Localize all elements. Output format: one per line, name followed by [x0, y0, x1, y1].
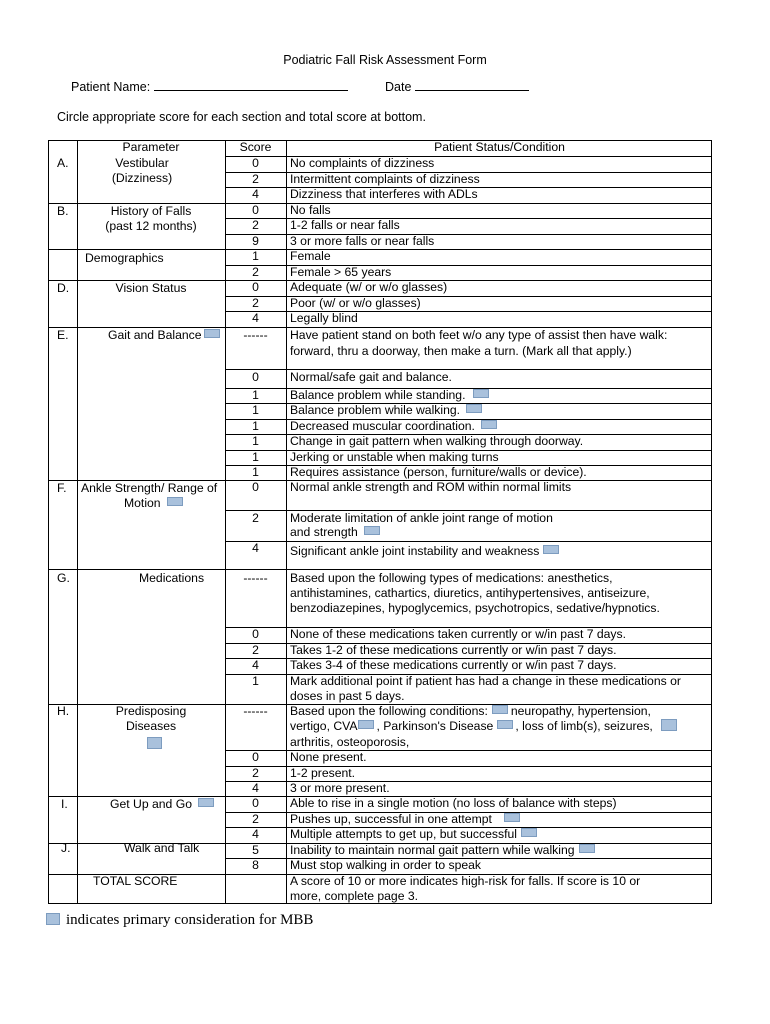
param-history-of-falls-sub: (past 12 months) — [105, 219, 197, 233]
status-cell: Requires assistance (person, furniture/walls or device). — [290, 465, 587, 479]
score-cell[interactable]: 2 — [252, 812, 259, 826]
param-ankle-strength: Ankle Strength/ Range of — [81, 481, 218, 495]
status-cell — [290, 827, 537, 843]
status-cell: Female > 65 years — [290, 265, 392, 279]
total-score-note: more, complete page 3. — [290, 889, 419, 903]
mbb-marker-icon — [579, 844, 595, 853]
header-status: Patient Status/Condition — [434, 140, 565, 154]
param-vision-status: Vision Status — [115, 281, 187, 295]
param-walk-and-talk: Walk and Talk — [124, 841, 200, 855]
score-cell[interactable]: 9 — [252, 234, 259, 248]
status-cell — [290, 403, 482, 419]
param-get-up-and-go — [110, 797, 214, 813]
date-blank[interactable] — [415, 78, 529, 91]
score-cell[interactable]: 1 — [252, 674, 259, 688]
score-cell[interactable]: 4 — [252, 541, 259, 555]
param-predisposing: Predisposing — [115, 704, 187, 718]
mbb-marker-icon — [481, 420, 497, 429]
status-cell — [290, 419, 497, 435]
row-divider — [225, 541, 711, 542]
section-letter: G. — [57, 571, 70, 585]
status-cell — [290, 812, 520, 828]
status-cell: Normal ankle strength and ROM within normal limits — [290, 480, 572, 494]
status-cell: None present. — [290, 750, 367, 764]
score-cell[interactable]: 0 — [252, 750, 259, 764]
param-ankle-strength-sub — [124, 496, 183, 512]
patient-name-blank[interactable] — [154, 78, 348, 91]
param-diseases-marker — [145, 737, 162, 753]
status-text: Multiple attempts to get up, but successful — [290, 827, 517, 841]
mbb-marker-icon — [497, 720, 513, 729]
status-cell: Adequate (w/ or w/o glasses) — [290, 280, 448, 294]
footer-legend — [44, 912, 313, 929]
section-letter: D. — [57, 281, 70, 295]
score-cell[interactable]: 2 — [252, 172, 259, 186]
score-cell[interactable]: 4 — [252, 827, 259, 841]
status-text: , loss of limb(s), seizures, — [515, 719, 653, 733]
col-divider — [77, 150, 78, 903]
date-label: Date — [385, 80, 412, 94]
param-medications: Medications — [139, 571, 205, 585]
instructions-text: Circle appropriate score for each section and total score at bottom. — [57, 110, 426, 124]
header-parameter: Parameter — [122, 140, 180, 154]
mbb-marker-icon — [46, 913, 60, 925]
row-divider — [49, 569, 711, 570]
status-cell: benzodiazepines, hypoglycemics, psychotropics, sedative/hypnotics. — [290, 601, 660, 615]
score-cell[interactable]: 0 — [252, 203, 259, 217]
param-demographics: Demographics — [85, 251, 164, 265]
mbb-marker-icon — [521, 828, 537, 837]
score-cell[interactable]: 1 — [252, 450, 259, 464]
score-cell[interactable]: 0 — [252, 280, 259, 294]
section-letter: F. — [57, 481, 67, 495]
status-text: Significant ankle joint instability and weakness — [290, 544, 540, 558]
form-title: Podiatric Fall Risk Assessment Form — [283, 53, 487, 67]
mbb-marker-icon — [661, 719, 677, 731]
mbb-marker-icon — [204, 329, 220, 338]
status-text: vertigo, CVA — [290, 719, 358, 733]
score-cell[interactable]: 2 — [252, 511, 259, 525]
param-vestibular-sub: (Dizziness) — [111, 171, 173, 185]
section-letter: B. — [57, 204, 69, 218]
total-score-label: TOTAL SCORE — [93, 874, 178, 888]
status-text: , Parkinson's Disease — [376, 719, 494, 733]
mbb-marker-icon — [364, 526, 380, 535]
param-label: Motion — [124, 496, 161, 510]
header-score: Score — [239, 140, 272, 154]
status-text: Decreased muscular coordination. — [290, 419, 475, 433]
mbb-marker-icon — [466, 404, 482, 413]
score-cell[interactable]: 1 — [252, 403, 259, 417]
status-cell: Female — [290, 249, 331, 263]
footer-note: indicates primary consideration for MBB — [66, 912, 314, 928]
status-cell: None of these medications taken currently or w/in past 7 days. — [290, 627, 627, 641]
score-cell[interactable]: 2 — [252, 643, 259, 657]
section-letter: J. — [61, 841, 71, 855]
status-text: Balance problem while walking. — [290, 403, 461, 417]
score-cell[interactable]: 4 — [252, 658, 259, 672]
status-cell: Intermittent complaints of dizziness — [290, 172, 480, 186]
total-score-note: A score of 10 or more indicates high-risk for falls. If score is 10 or — [290, 874, 641, 888]
status-cell: Have patient stand on both feet w/o any type of assist then have walk: — [290, 328, 668, 342]
status-cell: 3 or more present. — [290, 781, 390, 795]
assessment-table — [48, 140, 712, 904]
status-cell: Normal/safe gait and balance. — [290, 370, 452, 384]
status-text: Pushes up, successful in one attempt — [290, 812, 492, 826]
status-text: and strength — [290, 525, 358, 539]
status-cell — [290, 843, 595, 859]
score-cell[interactable]: 2 — [252, 766, 259, 780]
param-diseases: Diseases — [125, 719, 177, 733]
score-cell[interactable]: 2 — [252, 265, 259, 279]
score-cell[interactable]: 0 — [252, 796, 259, 810]
status-cell: doses in past 5 days. — [290, 689, 405, 703]
mbb-marker-icon — [492, 705, 508, 714]
status-cell: 1-2 falls or near falls — [290, 218, 400, 232]
param-gait-and-balance — [108, 328, 220, 344]
status-cell: Must stop walking in order to speak — [290, 858, 482, 872]
score-cell: ------ — [243, 704, 268, 718]
patient-name-field[interactable] — [71, 78, 348, 94]
status-cell — [290, 719, 677, 735]
status-cell: No complaints of dizziness — [290, 156, 435, 170]
score-cell[interactable]: 4 — [252, 311, 259, 325]
score-cell[interactable]: 1 — [252, 249, 259, 263]
patient-name-label: Patient Name: — [71, 80, 151, 94]
param-history-of-falls: History of Falls — [110, 204, 192, 218]
score-cell[interactable]: 1 — [252, 419, 259, 433]
status-cell — [290, 388, 489, 404]
score-cell[interactable]: 4 — [252, 781, 259, 795]
status-cell: 1-2 present. — [290, 766, 356, 780]
status-cell: Able to rise in a single motion (no loss of balance with steps) — [290, 796, 617, 810]
status-cell: Dizziness that interferes with ADLs — [290, 187, 478, 201]
status-cell: Moderate limitation of ankle joint range of motion — [290, 511, 553, 525]
score-cell[interactable]: 2 — [252, 218, 259, 232]
section-letter: A. — [57, 156, 69, 170]
mbb-marker-icon — [358, 720, 374, 729]
score-cell[interactable]: 0 — [252, 156, 259, 170]
date-field[interactable] — [385, 78, 529, 94]
param-label: Get Up and Go — [110, 797, 192, 811]
mbb-marker-icon — [504, 813, 520, 822]
score-cell[interactable]: 4 — [252, 187, 259, 201]
mbb-marker-icon — [473, 389, 489, 398]
status-cell: Jerking or unstable when making turns — [290, 450, 499, 464]
score-cell[interactable]: 0 — [252, 370, 259, 384]
score-cell[interactable]: 2 — [252, 296, 259, 310]
status-text: Based upon the following conditions: — [290, 704, 488, 718]
status-cell: No falls — [290, 203, 331, 217]
status-cell — [290, 704, 651, 720]
score-cell: ------ — [243, 328, 268, 342]
status-text: neuropathy, hypertension, — [510, 704, 651, 718]
section-letter: I. — [61, 797, 68, 811]
status-text: Inability to maintain normal gait pattern while walking — [290, 843, 575, 857]
score-cell: ------ — [243, 571, 268, 585]
status-cell: antihistamines, cathartics, diuretics, antihypertensives, antiseizure, — [290, 586, 650, 600]
mbb-marker-icon — [167, 497, 183, 506]
status-cell: Takes 3-4 of these medications currently or w/in past 7 days. — [290, 658, 617, 672]
score-cell[interactable]: 1 — [252, 465, 259, 479]
score-cell[interactable]: 8 — [252, 858, 259, 872]
status-cell: Change in gait pattern when walking through doorway. — [290, 434, 584, 448]
status-cell: 3 or more falls or near falls — [290, 234, 435, 248]
score-cell[interactable]: 0 — [252, 627, 259, 641]
status-cell — [290, 544, 559, 560]
section-letter: H. — [57, 704, 70, 718]
status-text: Balance problem while standing. — [290, 388, 466, 402]
score-cell[interactable]: 0 — [252, 480, 259, 494]
status-cell: Takes 1-2 of these medications currently or w/in past 7 days. — [290, 643, 617, 657]
score-cell[interactable]: 1 — [252, 388, 259, 402]
param-vestibular: Vestibular — [115, 156, 169, 170]
col-divider — [286, 141, 287, 903]
score-cell[interactable]: 1 — [252, 434, 259, 448]
mbb-marker-icon — [198, 798, 214, 807]
status-cell: Mark additional point if patient has had a change in these medications or — [290, 674, 681, 688]
status-cell: Based upon the following types of medications: anesthetics, — [290, 571, 613, 585]
section-letter: E. — [57, 328, 69, 342]
status-cell: Poor (w/ or w/o glasses) — [290, 296, 421, 310]
mbb-marker-icon — [543, 545, 559, 554]
mbb-marker-icon — [147, 737, 162, 749]
status-cell — [290, 525, 380, 541]
score-cell[interactable]: 5 — [252, 843, 259, 857]
status-cell: Legally blind — [290, 311, 358, 325]
status-cell: forward, thru a doorway, then make a turn. (Mark all that apply.) — [290, 344, 632, 358]
param-label: Gait and Balance — [108, 328, 202, 342]
status-cell: arthritis, osteoporosis, — [290, 735, 410, 749]
